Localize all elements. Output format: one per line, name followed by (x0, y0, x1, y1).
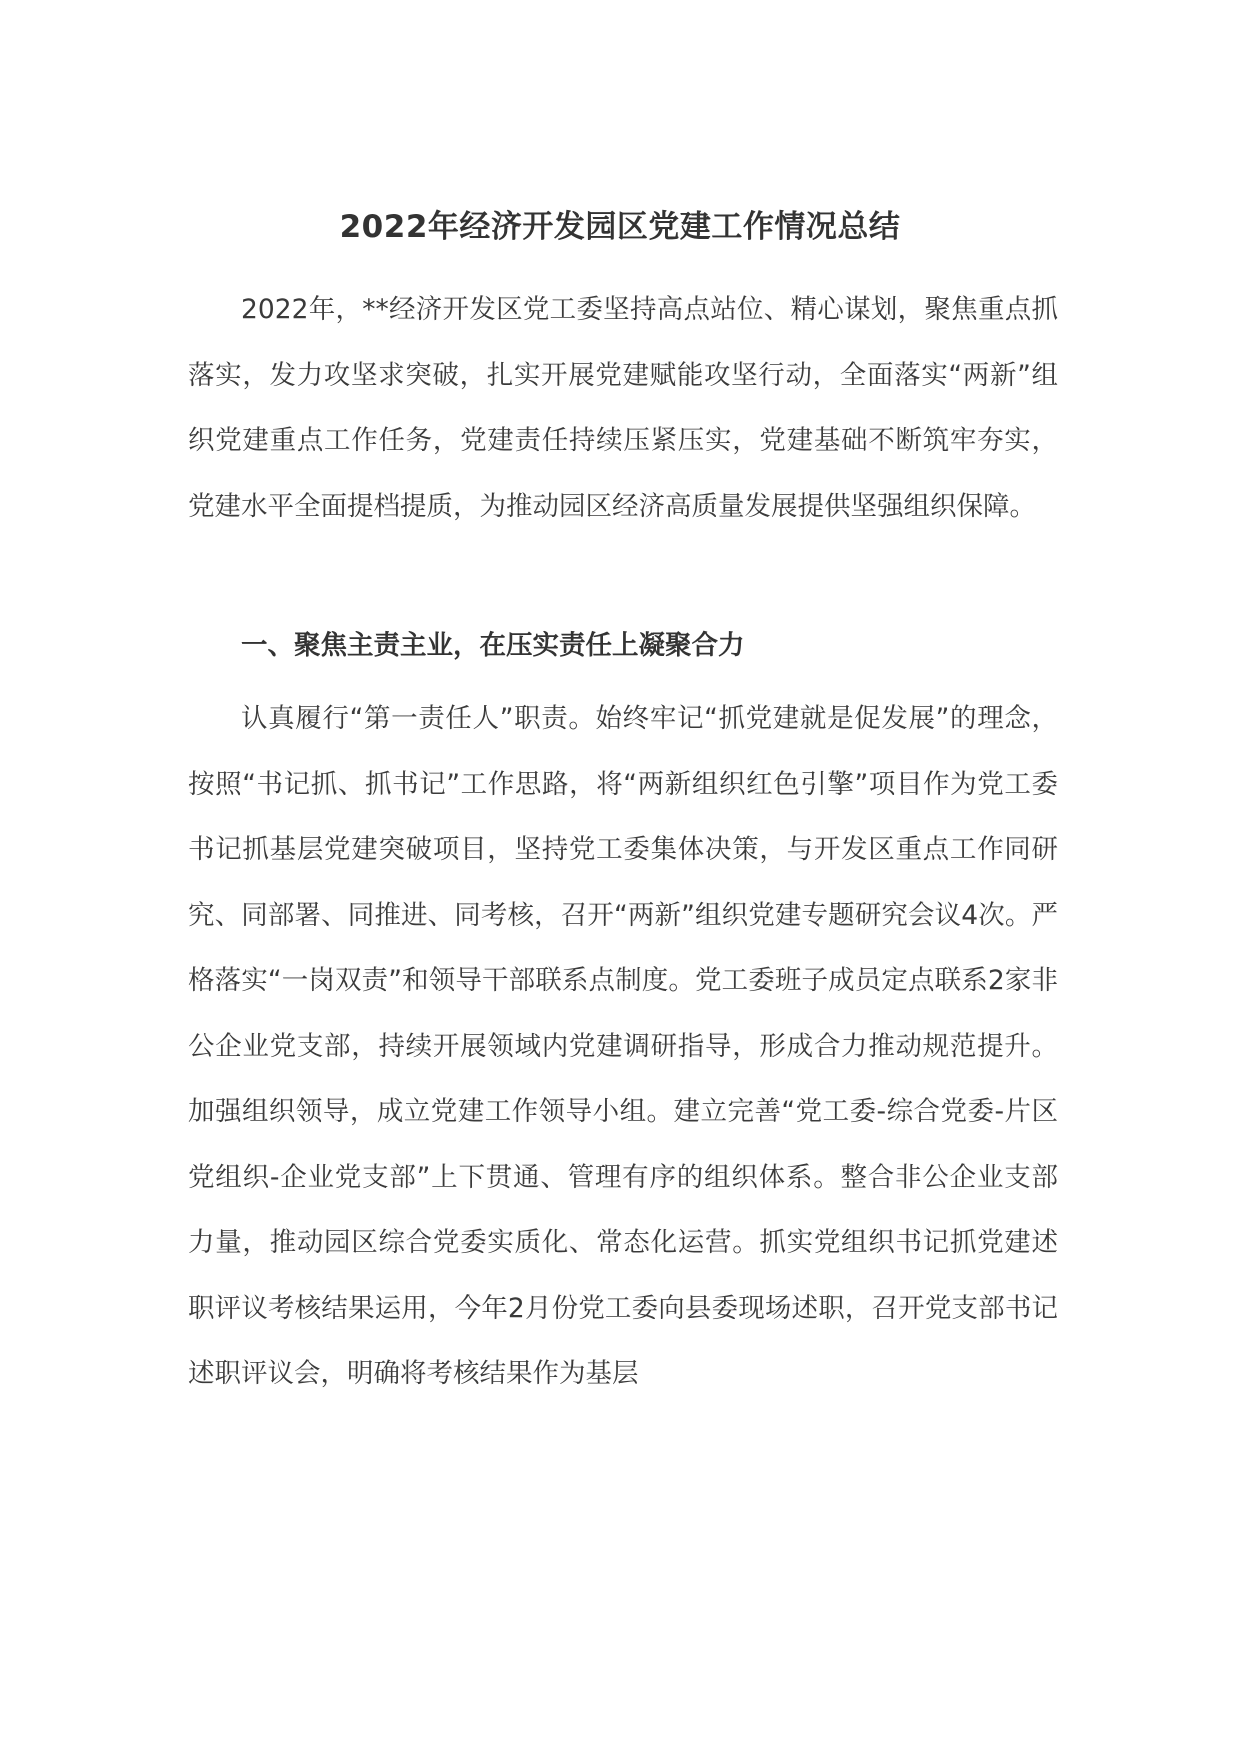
section-heading: 一、聚焦主责主业，在压实责任上凝聚合力 (241, 630, 745, 661)
document-title: 2022年经济开发园区党建工作情况总结 (339, 209, 901, 245)
intro-paragraph: 2022年，**经济开发区党工委坚持高点站位、精心谋划，聚焦重点抓落实，发力攻坚求突破，扎实开展党建赋能攻坚行动，全面落实“两新”组织党建重点工作任务，党建责任持续压紧压实，党建基础不断筑牢夯实，党建水平全面提档提质，为推动园区经济高质量发展提供坚强组织保障。 (188, 294, 1058, 522)
section-paragraph: 认真履行“第一责任人”职责。始终牢记“抓党建就是促发展”的理念，按照“书记抓、抓书记”工作思路，将“两新组织红色引擎”项目作为党工委书记抓基层党建突破项目，坚持党工委集体决策，与开发区重点工作同研究、同部署、同推进、同考核，召开“两新”组织党建专题研究会议4次。严格落实“一岗双责”和领导干部联系点制度。党工委班子成员定点联系2家非公企业党支部，持续开展领域内党建调研指导，形成合力推动规范提升。加强组织领导，成立党建工作领导小组。建立完善“党工委-综合党委-片区党组织-企业党支部”上下贯通、管理有序的组织体系。整合非公企业支部力量，推动园区综合党委实质化、常态化运营。抓实党组织书记抓党建述职评议考核结果运用，今年2月份党工委向县委现场述职，召开党支部书记述职评议会，明确将考核结果作为基层 (188, 703, 1058, 1389)
